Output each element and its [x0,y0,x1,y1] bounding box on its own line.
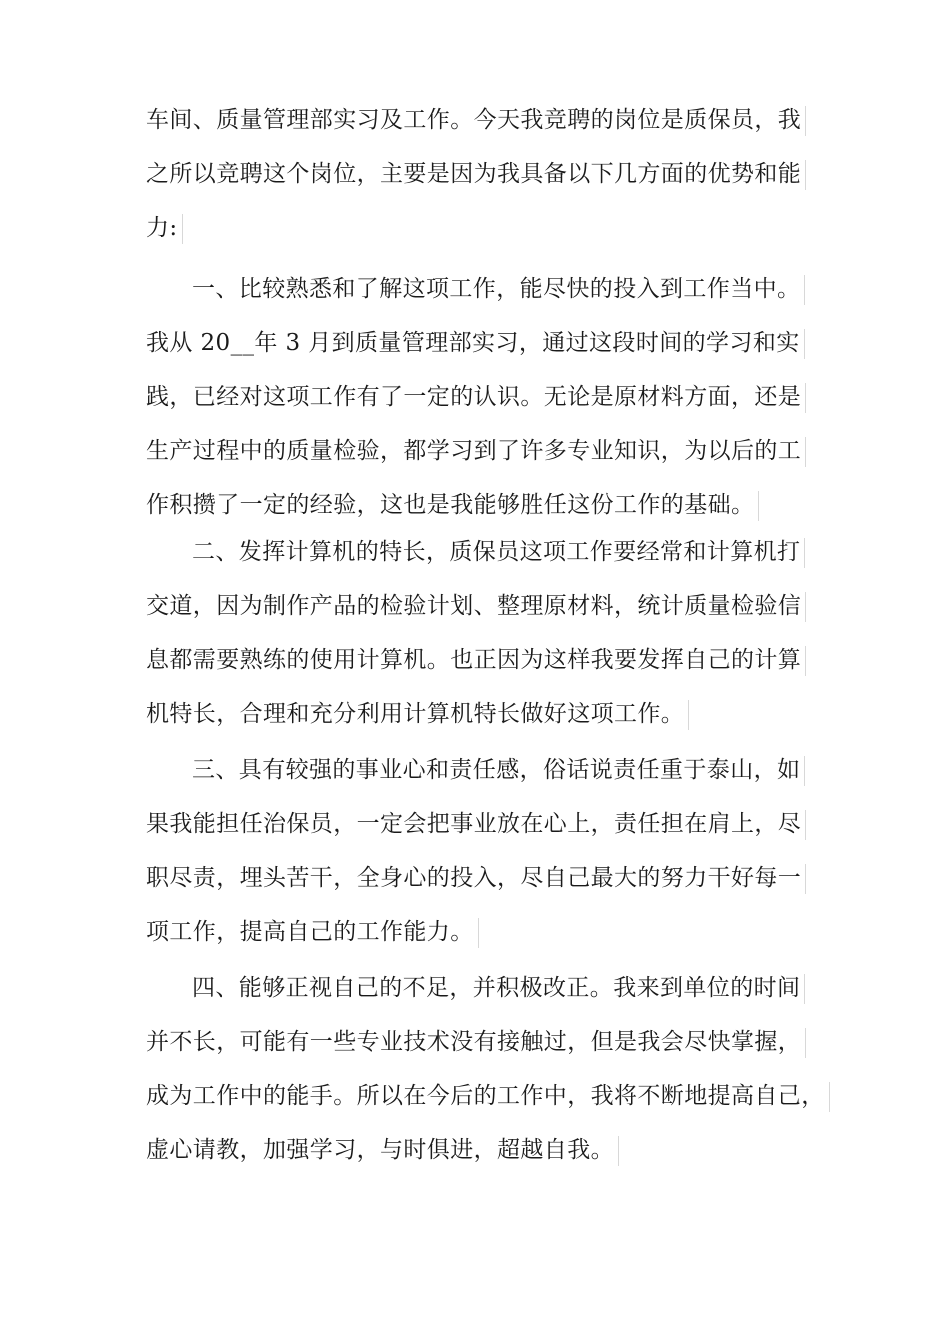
text-line: 四、能够正视自己的不足，并积极改正。我来到单位的时间 [146,970,826,1006]
text-line: 果我能担任治保员，一定会把事业放在心上，责任担在肩上，尽 [146,806,826,842]
paragraph-3 [146,534,826,732]
text-line: 我从 20__年 3 月到质量管理部实习，通过这段时间的学习和实 [146,325,826,361]
text-line: 之所以竞聘这个岗位，主要是因为我具备以下几方面的优势和能 [146,156,826,192]
paragraph-4 [146,752,826,950]
text-line: 虚心请教，加强学习，与时俱进，超越自我。 [146,1132,826,1168]
text-line: 项工作，提高自己的工作能力。 [146,914,826,950]
text-line: 并不长，可能有一些专业技术没有接触过，但是我会尽快掌握， [146,1024,826,1060]
text-line: 二、发挥计算机的特长，质保员这项工作要经常和计算机打 [146,534,826,570]
paragraph-1 [146,102,826,246]
text-line: 生产过程中的质量检验，都学习到了许多专业知识，为以后的工 [146,433,826,469]
text-line: 息都需要熟练的使用计算机。也正因为这样我要发挥自己的计算 [146,642,826,678]
text-line: 践，已经对这项工作有了一定的认识。无论是原材料方面，还是 [146,379,826,415]
text-line: 职尽责，埋头苦干，全身心的投入，尽自己最大的努力干好每一 [146,860,826,896]
text-line: 成为工作中的能手。所以在今后的工作中，我将不断地提高自己， [146,1078,826,1114]
text-line: 车间、质量管理部实习及工作。今天我竞聘的岗位是质保员，我 [146,102,826,138]
text-line: 力: [146,210,826,246]
paragraph-5 [146,970,826,1168]
text-line: 作积攒了一定的经验，这也是我能够胜任这份工作的基础。 [146,487,826,523]
text-line: 交道，因为制作产品的检验计划、整理原材料，统计质量检验信 [146,588,826,624]
text-line: 一、比较熟悉和了解这项工作，能尽快的投入到工作当中。 [146,271,826,307]
text-line: 机特长，合理和充分利用计算机特长做好这项工作。 [146,696,826,732]
paragraph-2 [146,271,826,523]
text-line: 三、具有较强的事业心和责任感，俗话说责任重于泰山，如 [146,752,826,788]
